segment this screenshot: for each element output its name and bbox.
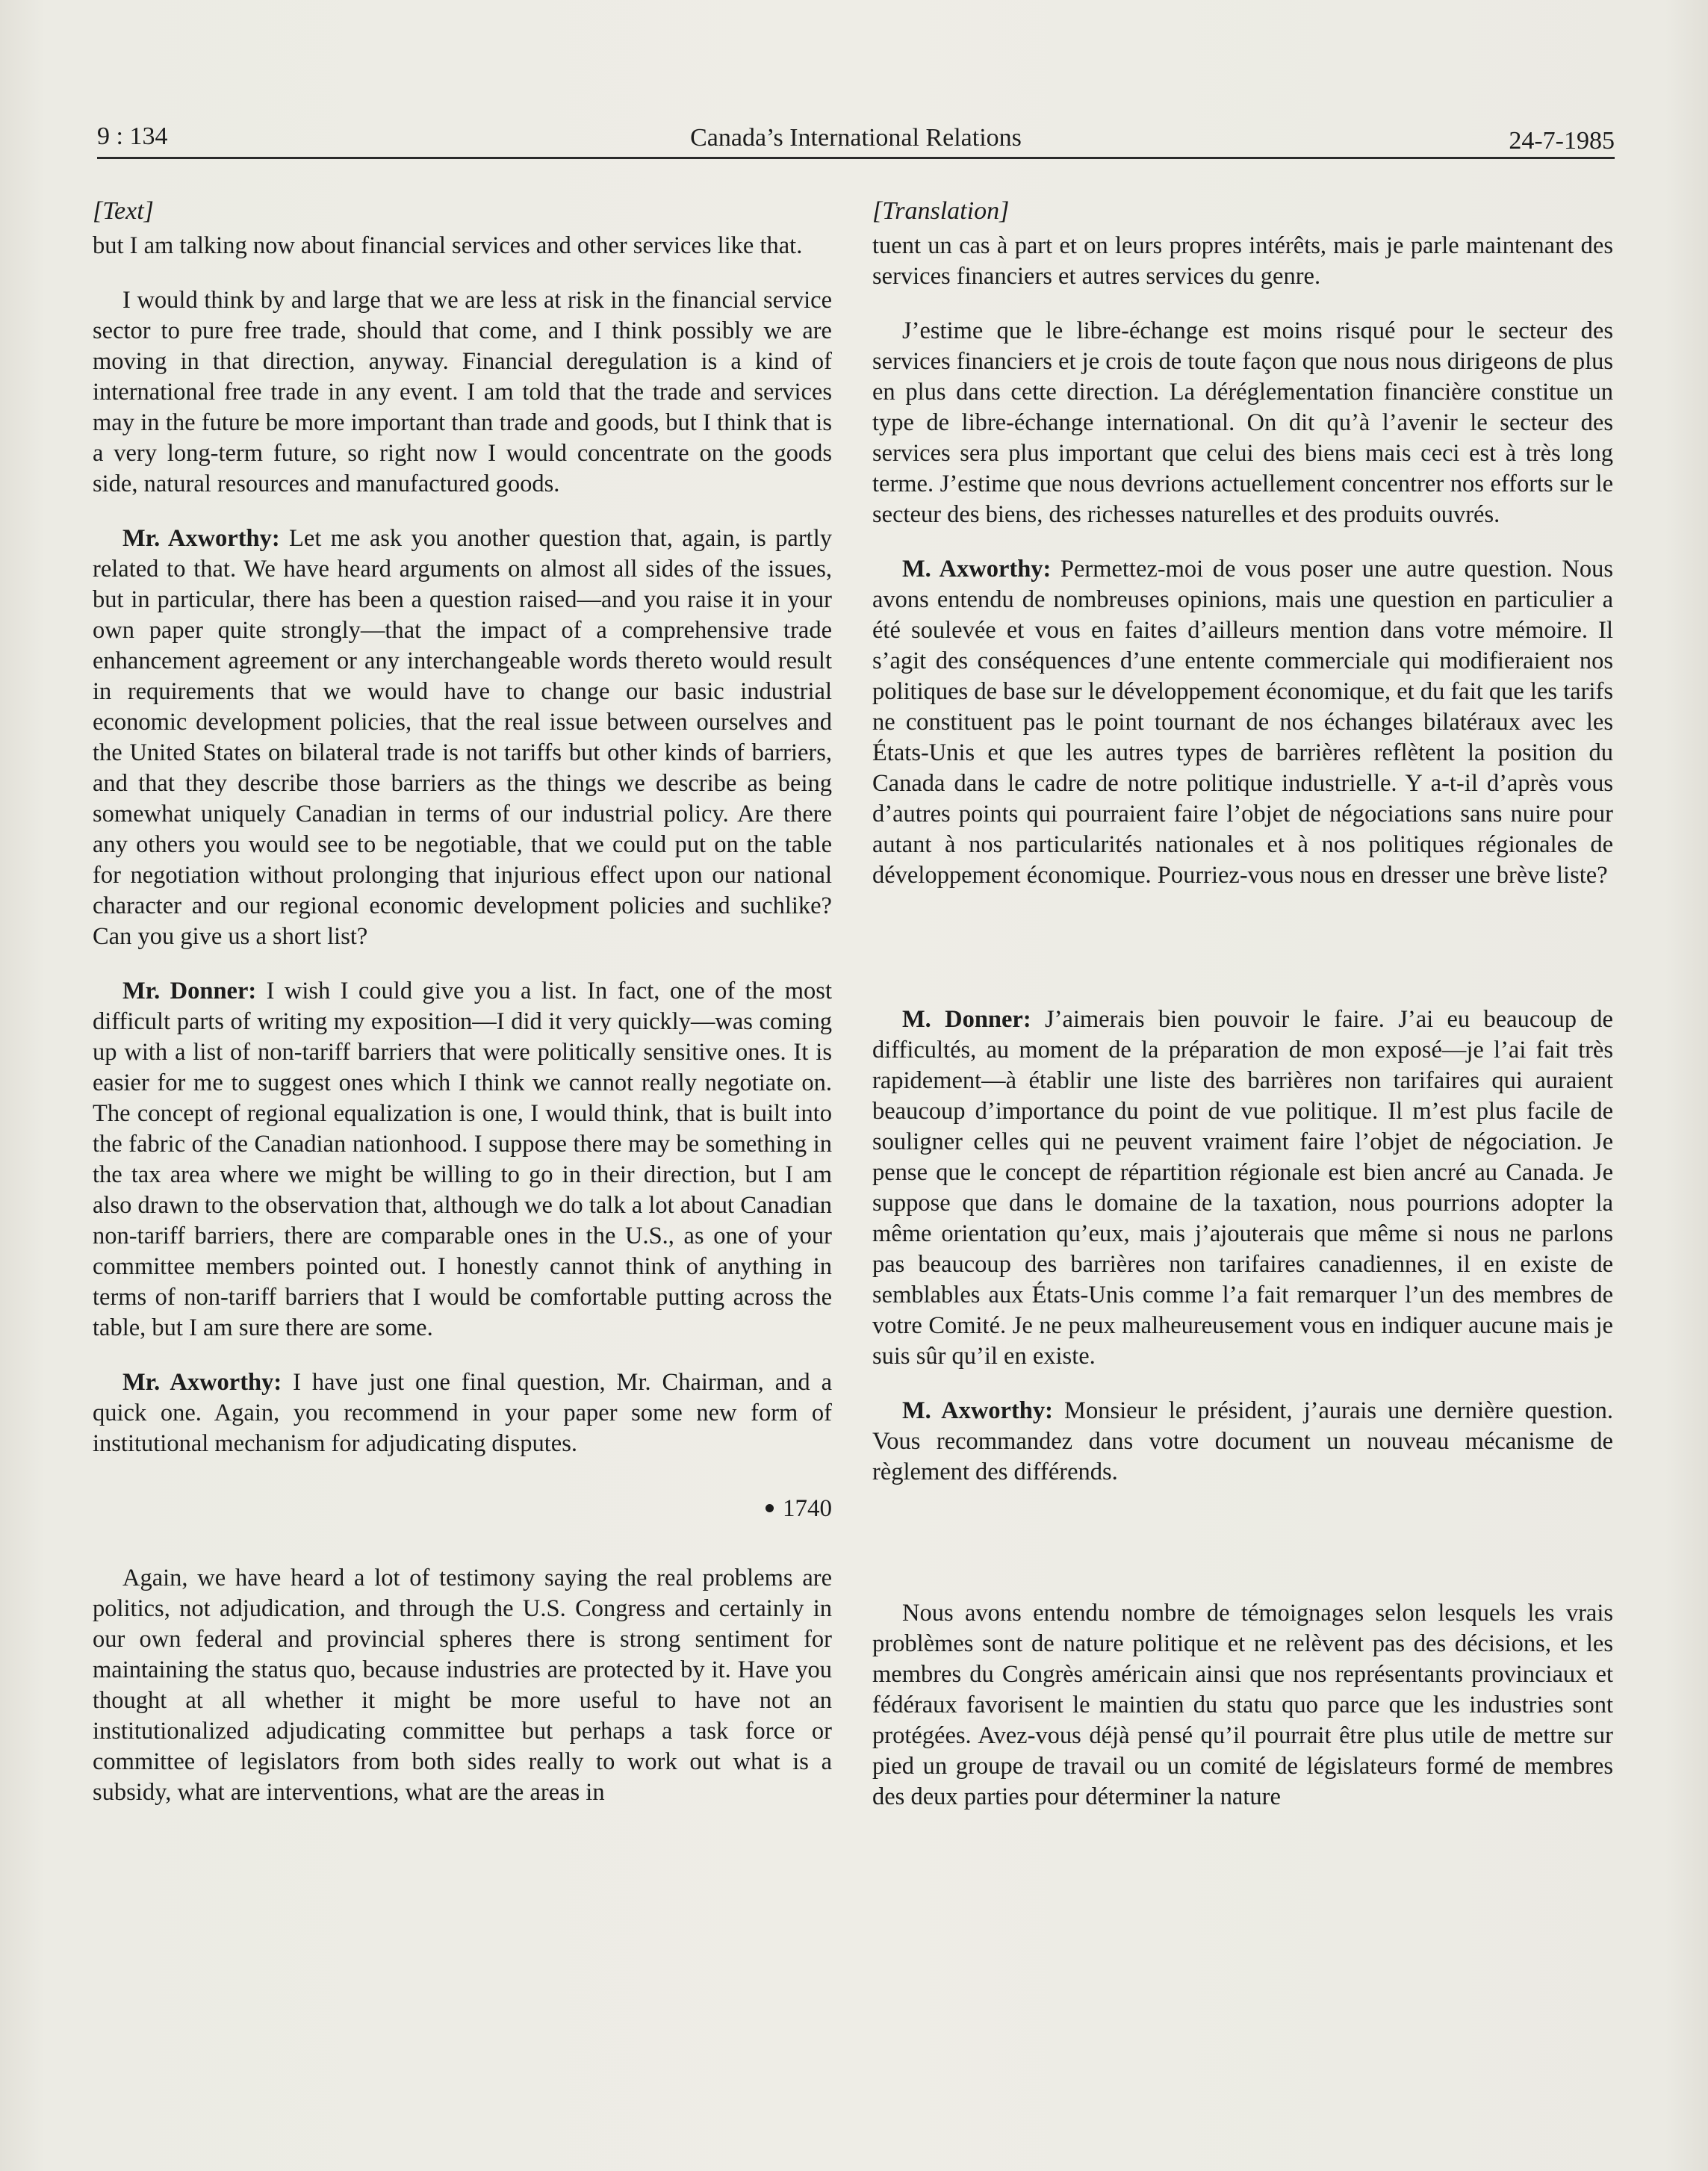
speaker-name: M. Axworthy: [902,556,1052,583]
paragraph-axworthy-final [872,1396,1613,1488]
column-label-text: [Text] [93,197,154,225]
time-marker [93,1494,832,1524]
speech-text: I wish I could give you a list. In fact, one of the most difficult parts of writing my exposition—I did it very quickly—was coming up with a list of non-tariff barriers that were politically sensitive ones. It is easier for me to suggest ones which I think we cannot really negotiate on. The concept of regional equalization is one, I would think, that is built into the fabric of the Canadian nationhood. I suppose there may be something in the tax area where we might be willing to go in their direction, but I am also drawn to the observation that, although we do talk a lot about Canadian non-tariff barriers, there are comparable ones in the U.S., as one of your committee members pointed out. I honestly cannot think of anything in terms of non-tariff barriers that I would be comfortable putting across the table, but I am sure there are some. [93,978,832,1341]
running-header [97,112,1615,154]
paragraph-continuation: but I am talking now about financial services and other services like that. [93,232,803,259]
paragraph-axworthy-again: Nous avons entendu nombre de témoignages selon lesquels les vrais problèmes sont de nature politique et ne relèvent pas des décisions, et les membres du Congrès américain ainsi que nos représentants provinciaux et fédéraux favorisent le maintien du statu quo parce que les industries sont protégées. Avez-vous déjà pensé qu’il pourrait être plus utile de mettre sur pied un groupe de travail ou un comité de législateurs formé de membres des deux parties pour déterminer la nature [872,1600,1613,1810]
paragraph-donner-financial: J’estime que le libre-échange est moins risqué pour le secteur des services financiers et je crois de toute façon que nous nous dirigeons de plus en plus dans cette direction. La déréglementation financière constitue un type de libre-échange international. On dit qu’à l’avenir le secteur des services sera plus important que celui des biens mais ceci est à très long terme. J’estime que nous devrions actuellement concentrer nos efforts sur le secteur des biens, des richesses naturelles et des produits ouvrés. [872,317,1613,528]
speech-text: I have just one final question, Mr. Chairman, and a quick one. Again, you recommend in your paper some new form of institutional mechanism for adjudicating disputes. [93,1369,832,1457]
english-column [93,196,832,1832]
publication-title: Canada’s International Relations [690,124,1022,152]
speech-text: Let me ask you another question that, again, is partly related to that. We have heard arguments on almost all sides of the issues, but in particular, there has been a question raised—and you raise it in your own paper quite strongly—that the impact of a comprehensive trade enhancement agreement or any interchangeable words thereto would result in requirements that we would have to change our basic industrial economic development policies, that the real issue between ourselves and the United States on bilateral trade is not tariffs but other kinds of barriers, and that they describe those barriers as the things we describe as being somewhat uniquely Canadian in terms of our industrial policy. Are there any others you would see to be negotiable, that we could put on the table for negotiation without prolonging that injurious effect upon our national character and our regional economic development policies and suchlike? Can you give us a short list? [93,525,832,950]
speech-text: J’aimerais bien pouvoir le faire. J’ai eu beaucoup de difficultés, au moment de la préparation de mon exposé—je l’ai fait très rapidement—à établir une liste des barrières non tarifaires qui auraient beaucoup d’importance du point de vue politique. Il m’est plus facile de souligner celles qui ne peuvent vraiment faire l’objet de négociation. Je pense que le concept de répartition régionale est bien ancré au Canada. Je suppose que dans le domaine de la taxation, nous pourrions adopter la même orientation qu’eux, mais j’ajouterais que même si nous ne parlons pas beaucoup des barrières non tarifaires canadiennes, il en existe de semblables aux États-Unis comme l’a fait remarquer l’un des membres de votre Comité. Je ne peux malheureusement vous en indiquer aucune mais je suis sûr qu’il en existe. [872,1006,1613,1370]
french-column [872,196,1613,1836]
page-number: 9 : 134 [97,122,168,150]
header-rule [97,157,1615,159]
speaker-name: Mr. Donner: [122,978,257,1004]
paragraph-donner-answer [93,976,832,1344]
speaker-name: M. Donner: [902,1006,1031,1033]
column-label-translation: [Translation] [872,197,1010,225]
speech-text: Monsieur le président, j’aurais une dernière question. Vous recommandez dans votre document un nouveau mécanisme de règlement des différends. [872,1397,1614,1485]
speech-text: Permettez-moi de vous poser une autre question. Nous avons entendu de nombreuses opinions, mais une question en particulier a été soulevée et vous en faites d’ailleurs mention dans votre mémoire. Il s’agit des conséquences d’une entente commerciale qui modifieraient nos politiques de base sur le développement économique, et du fait que les tarifs ne constituent pas le point tournant de nos échanges bilatéraux avec les États-Unis et que les autres types de barrières reflètent la position du Canada dans le cadre de notre politique industrielle. Y a-t-il d’après vous d’autres points qui pourraient faire l’objet de négociations sans nuire pour autant à nos particularités nationales et à nos politiques régionales de développement économique. Pourriez-vous nous en dresser une brève liste? [872,556,1613,889]
paragraph-continuation: tuent un cas à part et on leurs propres intérêts, mais je parle maintenant des services financiers et autres services du genre. [872,232,1613,290]
paragraph-axworthy-question [872,554,1613,891]
paragraph-axworthy-again: Again, we have heard a lot of testimony saying the real problems are politics, not adjudication, and through the U.S. Congress and certainly in our own federal and provincial spheres there is strong sentiment for maintaining the status quo, because industries are protected by it. Have you thought at all whether it might be more useful to have not an institutionalized adjudicating committee but perhaps a task force or committee of legislators from both sides really to work out what is a subsidy, what are interventions, what are the areas in [93,1565,832,1806]
bullet-icon [766,1504,774,1512]
speaker-name: Mr. Axworthy: [122,1369,282,1396]
paragraph-donner-financial: I would think by and large that we are less at risk in the financial service sector to pure free trade, should that come, and I think possibly we are moving in that direction, anyway. Financial deregulation is a kind of international free trade in any event. I am told that the trade and services may in the future be more important than trade and goods, but I think that is a very long-term future, so right now I would concentrate on the goods side, natural resources and manufactured goods. [93,287,832,497]
paragraph-donner-answer [872,1004,1613,1372]
paragraph-axworthy-question [93,524,832,952]
time-marker-value: 1740 [783,1495,832,1522]
publication-date: 24-7-1985 [1509,127,1615,155]
paragraph-axworthy-final [93,1367,832,1459]
speaker-name: M. Axworthy: [902,1397,1053,1424]
speaker-name: Mr. Axworthy: [122,525,280,552]
